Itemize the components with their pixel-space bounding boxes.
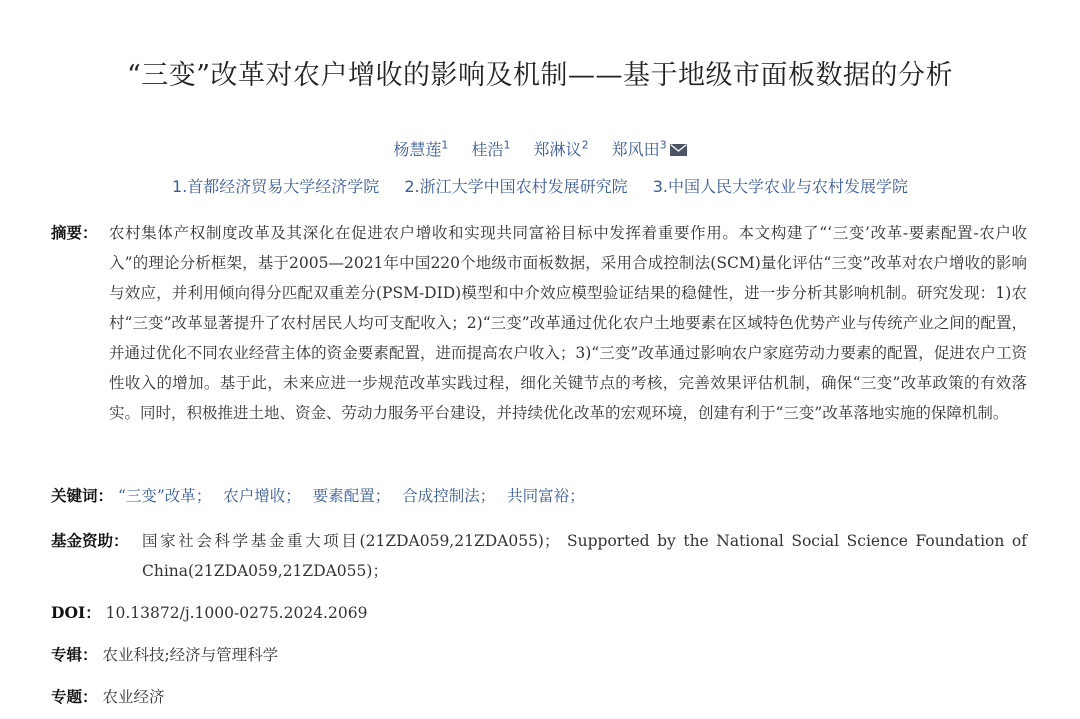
author-name: 郑风田	[611, 140, 660, 159]
author-name: 杨慧莲	[393, 140, 442, 159]
doi-section	[51, 598, 1027, 628]
author-affiliation-index: 3	[659, 138, 667, 152]
keyword-separator: ；	[374, 487, 391, 505]
keyword-link[interactable]: 要素配置	[312, 487, 375, 505]
keyword-separator: ；	[479, 487, 496, 505]
affiliation-list	[0, 174, 1080, 200]
author-affiliation-index: 1	[503, 138, 511, 152]
affiliation-link[interactable]: 2.浙江大学中国农村发展研究院	[404, 177, 628, 196]
keyword-separator: ；	[569, 487, 585, 505]
doi-value[interactable]: 10.13872/j.1000-0275.2024.2069	[105, 604, 368, 622]
author-link[interactable]	[534, 137, 589, 163]
keyword-link[interactable]: “三变”改革	[117, 487, 196, 505]
author-name: 郑淋议	[533, 140, 582, 159]
author-list	[0, 137, 1080, 163]
keyword-separator: ；	[195, 487, 212, 505]
article-title: “三变”改革对农户增收的影响及机制——基于地级市面板数据的分析	[126, 60, 954, 91]
author-link[interactable]	[471, 137, 510, 163]
album-section	[51, 640, 1027, 670]
author-name: 桂浩	[471, 140, 504, 159]
topic-section	[51, 682, 1027, 712]
keyword-separator: ；	[285, 487, 301, 505]
keyword-link[interactable]: 共同富裕	[507, 487, 570, 505]
author-link[interactable]	[393, 137, 448, 163]
abstract-section	[51, 218, 1027, 428]
author-link[interactable]	[612, 137, 687, 163]
keyword-link[interactable]: 农户增收	[223, 487, 286, 505]
author-affiliation-index: 2	[581, 138, 589, 152]
funding-text: 国家社会科学基金重大项目(21ZDA059,21ZDA055)； Supported by the National Social Science Foundation of China(21ZDA059,21ZDA055)；	[142, 532, 1027, 580]
author-affiliation-index: 1	[441, 138, 449, 152]
topic-value: 农业经济	[102, 688, 165, 706]
abstract-label: 摘要：	[51, 223, 98, 242]
funding-label: 基金资助：	[51, 531, 129, 550]
album-value: 农业科技;经济与管理科学	[102, 646, 279, 664]
affiliation-link[interactable]: 1.首都经济贸易大学经济学院	[171, 177, 380, 196]
affiliation-link[interactable]: 3.中国人民大学农业与农村发展学院	[652, 177, 909, 196]
keywords-label: 关键词：	[51, 486, 114, 505]
doi-label: DOI：	[51, 603, 101, 622]
abstract-text: 农村集体产权制度改革及其深化在促进农户增收和实现共同富裕目标中发挥着重要作用。本文构建了“‘三变’改革-要素配置-农户收入”的理论分析框架，基于2005—2021年中国220个地级市面板数据，采用合成控制法(SCM)量化评估“三变”改革对农户增收的影响与效应，并利用倾向得分匹配双重差分(PSM-DID)模型和中介效应模型验证结果的稳健性，进一步分析其影响机制。研究发现：1)农村“三变”改革显著提升了农村居民人均可支配收入；2)“三变”改革通过优化农户土地要素在区域特色优势产业与传统产业之间的配置，并通过优化不同农业经营主体的资金要素配置，进而提高农户收入；3)“三变”改革通过影响农户家庭劳动力要素的配置，促进农户工资性收入的增加。基于此，未来应进一步规范改革实践过程，细化关键节点的考核，完善效果评估机制，确保“三变”改革政策的有效落实。同时，积极推进土地、资金、劳动力服务平台建设，并持续优化改革的宏观环境，创建有利于“三变”改革落地实施的保障机制。	[109, 224, 1027, 422]
album-label: 专辑：	[51, 645, 98, 664]
topic-label: 专题：	[51, 687, 98, 706]
keywords-section	[51, 481, 1027, 511]
funding-section	[51, 526, 1027, 586]
envelope-icon[interactable]	[670, 144, 687, 156]
keyword-link[interactable]: 合成控制法	[402, 487, 480, 505]
